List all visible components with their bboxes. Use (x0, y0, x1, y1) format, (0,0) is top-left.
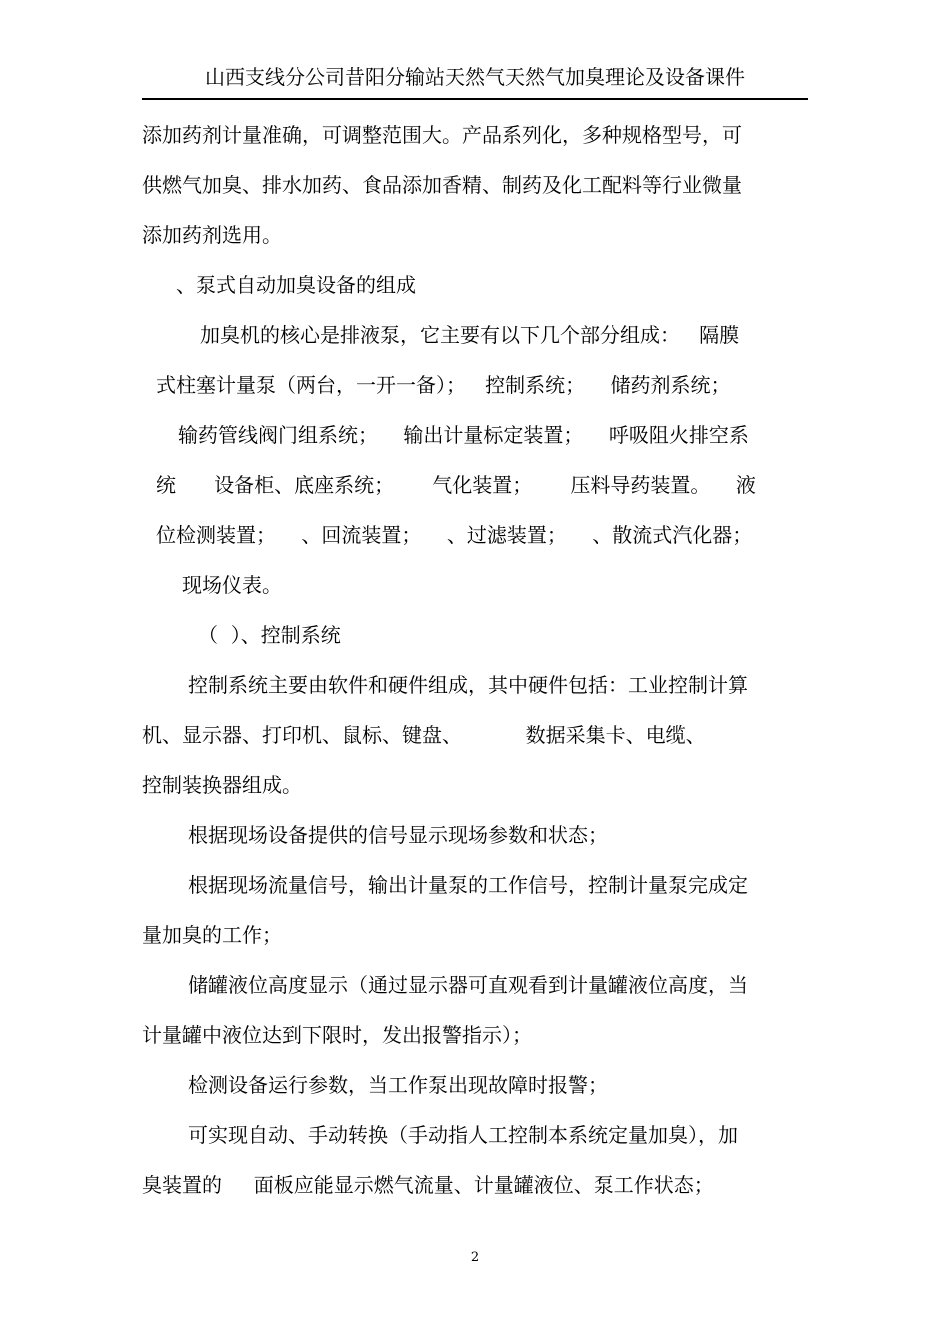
body-line: 加臭机的核心是排液泵，它主要有以下几个部分组成： 隔膜 (200, 323, 740, 347)
body-line: 位检测装置； 、回流装置； 、过滤装置； 、散流式汽化器； (156, 523, 753, 547)
body-line: 输药管线阀门组系统； 输出计量标定装置； 呼吸阻火排空系 (178, 423, 749, 447)
body-line: 现场仪表。 (182, 573, 282, 597)
body-line: 计量罐中液位达到下限时，发出报警指示）； (142, 1023, 532, 1047)
body-line: 添加药剂计量准确，可调整范围大。产品系列化，多种规格型号，可 (142, 123, 742, 147)
section-heading: 、泵式自动加臭设备的组成 (176, 273, 416, 297)
body-line: 控制装换器组成。 (142, 773, 302, 797)
body-line: 供燃气加臭、排水加药、食品添加香精、制药及化工配料等行业微量 (142, 173, 742, 197)
body-line: 根据现场流量信号，输出计量泵的工作信号，控制计量泵完成定 (188, 873, 748, 897)
page-header-title: 山西支线分公司昔阳分输站天然气天然气加臭理论及设备课件 (205, 65, 745, 89)
body-line: 量加臭的工作； (142, 923, 282, 947)
body-line: 式柱塞计量泵（两台，一开一备）； 控制系统； 储药剂系统； (156, 373, 731, 397)
body-line: 可实现自动、手动转换（手动指人工控制本系统定量加臭），加 (188, 1123, 738, 1147)
body-line: 根据现场设备提供的信号显示现场参数和状态； (188, 823, 608, 847)
page-number: 2 (470, 1250, 480, 1265)
body-line: 统 设备柜、底座系统； 气化装置； 压料导药装置。 液 (156, 473, 756, 497)
body-line: 添加药剂选用。 (142, 223, 282, 247)
body-line: 臭装置的 面板应能显示燃气流量、计量罐液位、泵工作状态； (142, 1173, 714, 1197)
body-line: 检测设备运行参数，当工作泵出现故障时报警； (188, 1073, 608, 1097)
header-rule (142, 98, 808, 100)
body-line: 机、显示器、打印机、鼠标、键盘、 数据采集卡、电缆、 (142, 723, 706, 747)
body-line: 控制系统主要由软件和硬件组成，其中硬件包括：工业控制计算 (188, 673, 748, 697)
subsection-heading: （ ）、控制系统 (198, 623, 341, 647)
body-line: 储罐液位高度显示（通过显示器可直观看到计量罐液位高度，当 (188, 973, 748, 997)
